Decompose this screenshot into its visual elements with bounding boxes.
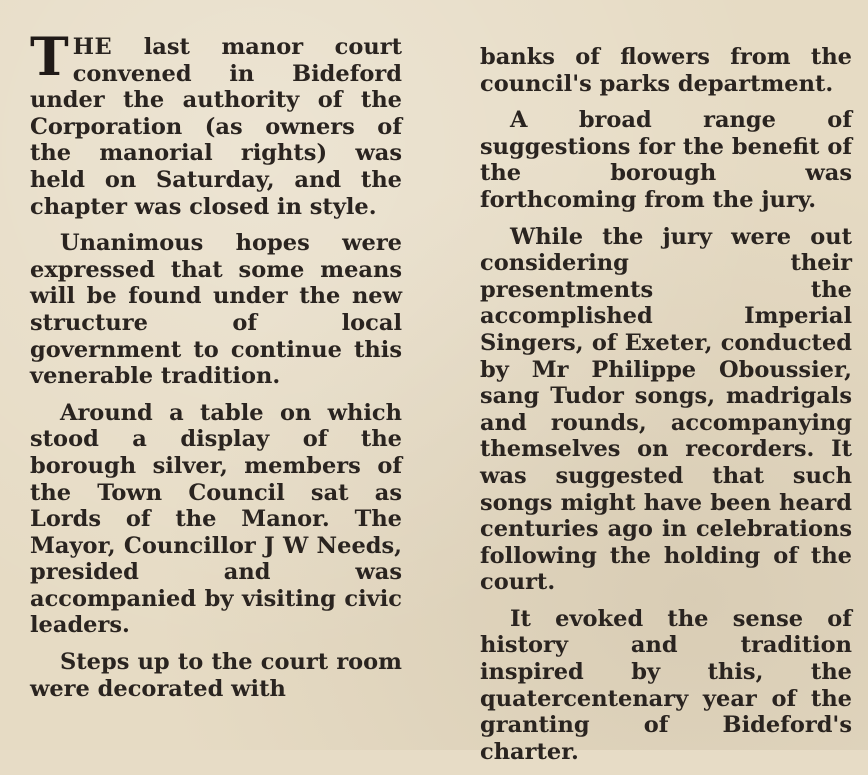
article-paragraph-3: Around a table on which stood a display of the borough silver, members of the Town Council sat as Lords of the Manor. The Mayor, Councillor J W Needs, presided and was accompanied by visiting civic leaders.: [30, 399, 402, 639]
drop-cap: T: [30, 27, 69, 88]
article-paragraph-8: It evoked the sense of history and tradition inspired by this, the quatercentenary year of the granting of Bideford's charter.: [480, 605, 852, 765]
article-paragraph-1: [30, 27, 402, 220]
article-paragraph-7: While the jury were out considering their presentments the accomplished Imperial Singers, of Exeter, conducted by Mr Philippe Oboussier, sang Tudor songs, madrigals and rounds, accompanying themselves on recorders. It was suggested that such songs might have been heard centuries ago in celebrations following the holding of the court.: [480, 223, 852, 596]
paragraph-text: last manor court convened in Bideford under the authority of the Corporation (as owners of the manorial rights) was held on Saturday, and the chapter was closed in style.: [30, 34, 402, 220]
article-paragraph-6: A broad range of suggestions for the benefit of the borough was forthcoming from the jury.: [480, 107, 852, 213]
lead-in-text: HE: [72, 34, 113, 60]
article-paragraph-4: Steps up to the court room were decorated with: [30, 649, 402, 702]
article-column-right: [480, 44, 852, 775]
article-column-left: [30, 27, 402, 712]
article-paragraph-2: Unanimous hopes were expressed that some means will be found under the new structure of local government to continue this venerable tradition.: [30, 230, 402, 390]
article-paragraph-5: banks of flowers from the council's parks department.: [480, 44, 852, 97]
